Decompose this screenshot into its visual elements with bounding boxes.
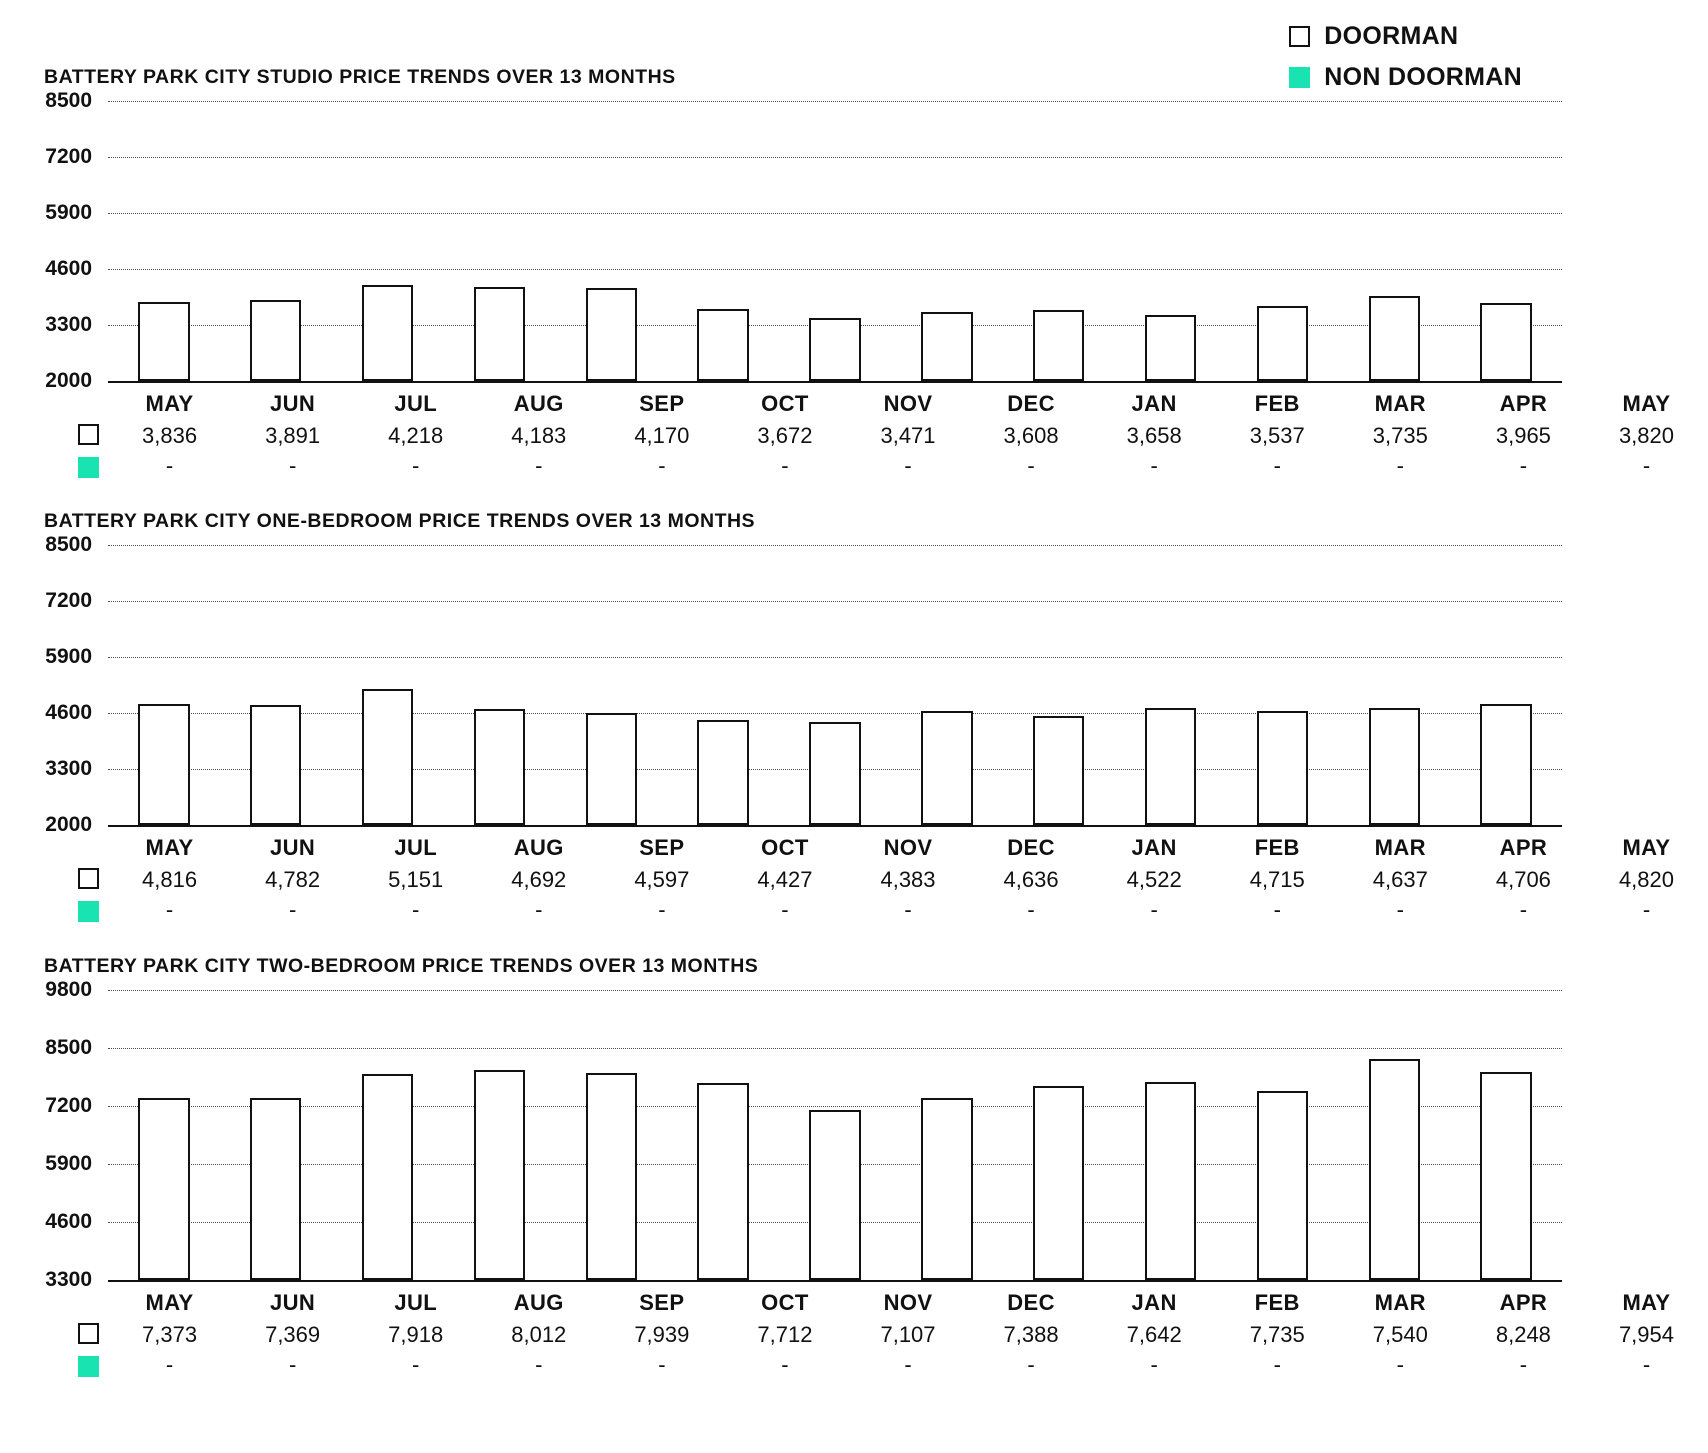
bar <box>697 1083 748 1280</box>
y-tick-label: 8500 <box>45 1036 92 1059</box>
legend-label-non-doorman: NON DOORMAN <box>1324 63 1522 91</box>
y-axis-labels <box>0 978 108 1291</box>
bar <box>362 285 413 381</box>
table-cell: - <box>1519 453 1528 478</box>
table-cell: - <box>165 897 174 922</box>
table-cell: - <box>165 1352 174 1377</box>
table-cell: - <box>658 897 666 922</box>
table-cell: JUL <box>394 835 438 860</box>
table-cell: 4,636 <box>1003 867 1059 892</box>
table-cell: - <box>658 453 666 478</box>
row-swatch-doorman <box>78 868 99 889</box>
bar <box>138 1098 189 1280</box>
table-cell: DEC <box>1007 1290 1055 1315</box>
bar <box>697 720 748 825</box>
table-cell: 3,836 <box>142 423 198 448</box>
table-cell: FEB <box>1254 1290 1300 1315</box>
table-cell: 3,820 <box>1618 423 1674 448</box>
table-cell: 3,471 <box>880 423 936 448</box>
table-cell: - <box>1396 1352 1404 1377</box>
bar <box>809 318 860 381</box>
table-cell: - <box>1150 897 1158 922</box>
y-tick-label: 4600 <box>45 1210 92 1233</box>
table-row <box>108 897 1708 923</box>
table-cell: MAY <box>1622 1290 1671 1315</box>
bar <box>250 300 301 381</box>
table-row <box>108 1352 1708 1378</box>
table-cell: MAR <box>1374 835 1426 860</box>
y-tick-label: 5900 <box>45 201 92 224</box>
table-cell: 3,965 <box>1495 423 1551 448</box>
legend-item-doorman <box>1289 22 1522 51</box>
bar <box>474 287 525 381</box>
table-cell: 7,939 <box>634 1322 690 1347</box>
bar <box>474 709 525 825</box>
table-cell: - <box>535 897 543 922</box>
table-cell: - <box>781 453 789 478</box>
doorman-swatch-icon <box>78 868 99 889</box>
bar <box>1480 704 1531 825</box>
bar <box>362 689 413 825</box>
row-swatch-non-doorman <box>78 457 99 478</box>
table-cell: 4,820 <box>1618 867 1674 892</box>
table-cell: - <box>412 1352 420 1377</box>
y-tick-label: 5900 <box>45 645 92 668</box>
table-cell: 7,373 <box>142 1322 198 1347</box>
bar <box>138 704 189 825</box>
bar <box>921 312 972 381</box>
table-cell: 4,715 <box>1249 867 1305 892</box>
bar <box>1033 310 1084 381</box>
y-axis-labels <box>0 533 108 836</box>
bar <box>1257 306 1308 381</box>
non-doorman-swatch-icon <box>78 901 99 922</box>
bar <box>1369 1059 1420 1280</box>
table-cell: 4,522 <box>1126 867 1182 892</box>
table-cell: OCT <box>761 835 809 860</box>
table-cell: 3,891 <box>265 423 321 448</box>
table-cell: - <box>1396 897 1404 922</box>
table-cell: SEP <box>639 391 685 416</box>
x-axis-line <box>108 825 1562 827</box>
bar <box>1480 1072 1531 1280</box>
chart-title: BATTERY PARK CITY TWO-BEDROOM PRICE TRENDS OVER 13 MONTHS <box>44 955 759 977</box>
table-row <box>108 423 1708 449</box>
row-swatch-doorman <box>78 424 99 445</box>
y-tick-label: 3300 <box>45 757 92 780</box>
non-doorman-swatch-icon <box>78 1356 99 1377</box>
table-cell: - <box>904 1352 912 1377</box>
table-cell: 7,369 <box>265 1322 321 1347</box>
table-cell: - <box>412 897 420 922</box>
table-cell: - <box>535 453 543 478</box>
table-cell: - <box>288 453 297 478</box>
table-cell: 7,735 <box>1249 1322 1305 1347</box>
table-cell: - <box>658 1352 666 1377</box>
y-tick-label: 4600 <box>45 257 92 280</box>
bar <box>1145 1082 1196 1280</box>
bar <box>586 288 637 381</box>
table-cell: - <box>781 897 789 922</box>
table-cell: - <box>904 897 912 922</box>
x-axis-line <box>108 381 1562 383</box>
table-cell: OCT <box>761 1290 809 1315</box>
bar-group <box>108 990 1562 1280</box>
table-cell: 7,642 <box>1126 1322 1182 1347</box>
table-cell: MAR <box>1374 1290 1426 1315</box>
table-row-months <box>108 391 1708 417</box>
table-cell: - <box>1396 453 1404 478</box>
table-cell: SEP <box>639 1290 685 1315</box>
table-cell: 3,735 <box>1372 423 1428 448</box>
table-cell: - <box>1027 897 1035 922</box>
chart-panel-1 <box>0 66 1674 479</box>
table-cell: 4,597 <box>634 867 690 892</box>
bar <box>1369 296 1420 381</box>
bar <box>1145 315 1196 381</box>
bar <box>1145 708 1196 825</box>
value-table <box>108 835 1708 923</box>
table-cell: AUG <box>513 391 564 416</box>
table-cell: - <box>288 1352 297 1377</box>
row-swatch-non-doorman <box>78 901 99 922</box>
y-tick-label: 7200 <box>45 145 92 168</box>
table-cell: 4,782 <box>265 867 321 892</box>
table-cell: - <box>1027 453 1035 478</box>
bar <box>1480 303 1531 381</box>
table-cell: 7,388 <box>1003 1322 1059 1347</box>
y-tick-label: 7200 <box>45 1094 92 1117</box>
table-cell: 4,637 <box>1372 867 1428 892</box>
table-cell: AUG <box>513 1290 564 1315</box>
table-cell: 7,712 <box>757 1322 813 1347</box>
table-cell: - <box>1642 453 1651 478</box>
table-cell: JUL <box>394 391 438 416</box>
table-cell: - <box>1642 897 1651 922</box>
table-cell: - <box>781 1352 789 1377</box>
plot-area <box>0 89 1600 392</box>
table-cell: 8,248 <box>1495 1322 1551 1347</box>
table-cell: MAY <box>1622 391 1671 416</box>
table-cell: 7,954 <box>1618 1322 1674 1347</box>
chart-panel-3 <box>0 955 1674 1378</box>
table-cell: 7,107 <box>880 1322 936 1347</box>
table-cell: MAY <box>1622 835 1671 860</box>
x-axis-line <box>108 1280 1562 1282</box>
table-cell: OCT <box>761 391 809 416</box>
bar <box>809 722 860 825</box>
table-cell: APR <box>1499 835 1548 860</box>
table-cell: - <box>904 453 912 478</box>
y-tick-label: 3300 <box>45 1268 92 1291</box>
bar <box>1369 708 1420 825</box>
table-cell: 7,918 <box>388 1322 444 1347</box>
y-tick-label: 7200 <box>45 589 92 612</box>
bar <box>474 1070 525 1280</box>
table-cell: NOV <box>883 391 933 416</box>
table-cell: 3,672 <box>757 423 813 448</box>
table-cell: APR <box>1499 391 1548 416</box>
y-tick-label: 5900 <box>45 1152 92 1175</box>
table-cell: FEB <box>1254 391 1300 416</box>
bar <box>250 1098 301 1280</box>
table-cell: APR <box>1499 1290 1548 1315</box>
table-cell: - <box>412 453 420 478</box>
table-cell: JAN <box>1131 835 1177 860</box>
legend-label-doorman: DOORMAN <box>1324 22 1459 50</box>
y-tick-label: 2000 <box>45 813 92 836</box>
bar <box>1033 1086 1084 1280</box>
table-cell: 7,540 <box>1372 1322 1428 1347</box>
non-doorman-swatch-icon <box>78 457 99 478</box>
table-cell: - <box>1273 453 1281 478</box>
bar <box>1257 711 1308 825</box>
chart-title: BATTERY PARK CITY STUDIO PRICE TRENDS OVER 13 MONTHS <box>44 66 676 88</box>
table-cell: 4,218 <box>388 423 444 448</box>
table-cell: 3,658 <box>1126 423 1182 448</box>
table-cell: 4,383 <box>880 867 936 892</box>
table-cell: AUG <box>513 835 564 860</box>
plot-area <box>0 978 1600 1291</box>
table-cell: 4,170 <box>634 423 690 448</box>
doorman-swatch-icon <box>78 1323 99 1344</box>
table-cell: - <box>1273 1352 1281 1377</box>
bar <box>921 1098 972 1280</box>
table-row <box>108 867 1708 893</box>
table-cell: JAN <box>1131 391 1177 416</box>
table-cell: - <box>288 897 297 922</box>
row-swatch-doorman <box>78 1323 99 1344</box>
row-swatch-non-doorman <box>78 1356 99 1377</box>
table-cell: 3,537 <box>1249 423 1305 448</box>
table-cell: - <box>1642 1352 1651 1377</box>
bar <box>586 713 637 825</box>
table-cell: 4,692 <box>511 867 567 892</box>
table-cell: 4,183 <box>511 423 567 448</box>
table-cell: DEC <box>1007 391 1055 416</box>
table-cell: 4,816 <box>142 867 198 892</box>
y-tick-label: 9800 <box>45 978 92 1001</box>
table-cell: NOV <box>883 835 933 860</box>
chart-panel-2 <box>0 510 1674 923</box>
y-tick-label: 8500 <box>45 89 92 112</box>
bar <box>362 1074 413 1280</box>
bar <box>138 302 189 381</box>
table-cell: - <box>1519 897 1528 922</box>
bar <box>1033 716 1084 825</box>
bar-group <box>108 101 1562 381</box>
table-cell: NOV <box>883 1290 933 1315</box>
plot-area <box>0 533 1600 836</box>
bar <box>586 1073 637 1280</box>
y-tick-label: 2000 <box>45 369 92 392</box>
y-tick-label: 4600 <box>45 701 92 724</box>
table-cell: JUL <box>394 1290 438 1315</box>
table-cell: - <box>535 1352 543 1377</box>
table-cell: JUN <box>270 1290 316 1315</box>
table-cell: DEC <box>1007 835 1055 860</box>
bar <box>250 705 301 825</box>
table-cell: 8,012 <box>511 1322 567 1347</box>
table-cell: 3,608 <box>1003 423 1059 448</box>
table-cell: 4,427 <box>757 867 813 892</box>
table-cell: FEB <box>1254 835 1300 860</box>
table-cell: - <box>1519 1352 1528 1377</box>
table-row <box>108 1322 1708 1348</box>
table-cell: JAN <box>1131 1290 1177 1315</box>
table-cell: - <box>1150 1352 1158 1377</box>
value-table <box>108 391 1708 479</box>
table-row-months <box>108 1290 1708 1316</box>
bar <box>697 309 748 381</box>
table-row-months <box>108 835 1708 861</box>
table-cell: JUN <box>270 835 316 860</box>
doorman-swatch-icon <box>78 424 99 445</box>
doorman-swatch-icon <box>1289 26 1310 47</box>
table-cell: MAR <box>1374 391 1426 416</box>
table-cell: - <box>1273 897 1281 922</box>
table-row <box>108 453 1708 479</box>
table-cell: SEP <box>639 835 685 860</box>
table-cell: MAY <box>145 1290 194 1315</box>
y-tick-label: 8500 <box>45 533 92 556</box>
value-table <box>108 1290 1708 1378</box>
table-cell: 4,706 <box>1495 867 1551 892</box>
table-cell: - <box>1150 453 1158 478</box>
table-cell: 5,151 <box>388 867 444 892</box>
table-cell: JUN <box>270 391 316 416</box>
y-tick-label: 3300 <box>45 313 92 336</box>
bar-group <box>108 545 1562 825</box>
bar <box>809 1110 860 1280</box>
bar <box>921 711 972 825</box>
y-axis-labels <box>0 89 108 392</box>
table-cell: MAY <box>145 391 194 416</box>
table-cell: - <box>1027 1352 1035 1377</box>
chart-title: BATTERY PARK CITY ONE-BEDROOM PRICE TRENDS OVER 13 MONTHS <box>44 510 756 532</box>
table-cell: - <box>165 453 174 478</box>
bar <box>1257 1091 1308 1280</box>
table-cell: MAY <box>145 835 194 860</box>
